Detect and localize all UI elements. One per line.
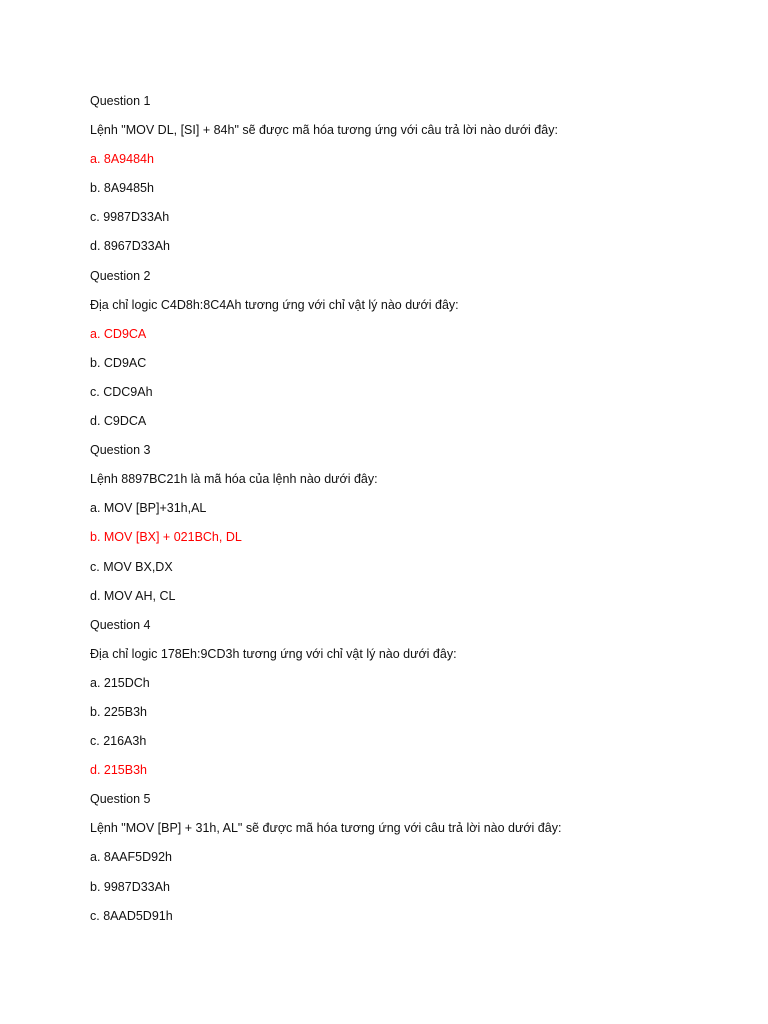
- question-block: [90, 442, 730, 617]
- answer-option: b. MOV [BX] + 021BCh, DL: [90, 530, 242, 545]
- question-title: Question 1: [90, 94, 151, 108]
- answer-option: b. 8A9485h: [90, 181, 154, 196]
- question-text: Địa chỉ logic C4D8h:8C4Ah tương ứng với chỉ vật lý nào dưới đây:: [90, 297, 459, 312]
- question-title: Question 2: [90, 268, 151, 283]
- question-block: [90, 791, 730, 936]
- answer-option: d. 8967D33Ah: [90, 239, 170, 254]
- question-block: [90, 268, 730, 443]
- answer-option: a. MOV [BP]+31h,AL: [90, 501, 207, 516]
- answer-option: c. 216A3h: [90, 734, 147, 749]
- answer-option: a. 8AAF5D92h: [90, 850, 172, 865]
- question-block: [90, 93, 730, 268]
- question-text: Lệnh 8897BC21h là mã hóa của lệnh nào dưới đây:: [90, 472, 378, 487]
- question-text: Địa chỉ logic 178Eh:9CD3h tương ứng với chỉ vật lý nào dưới đây:: [90, 646, 457, 661]
- answer-option: b. 9987D33Ah: [90, 879, 170, 894]
- question-block: [90, 617, 730, 792]
- answer-option: b. CD9AC: [90, 355, 147, 370]
- document-body: [90, 93, 730, 937]
- answer-option: c. 9987D33Ah: [90, 210, 170, 225]
- question-text: Lệnh "MOV [BP] + 31h, AL" sẽ được mã hóa tương ứng với câu trả lời nào dưới đây:: [90, 821, 562, 836]
- question-text: Lệnh "MOV DL, [SI] + 84h" sẽ được mã hóa tương ứng với câu trả lời nào dưới đây:: [90, 123, 558, 138]
- answer-option: c. 8AAD5D91h: [90, 908, 173, 923]
- answer-option: c. CDC9Ah: [90, 384, 153, 399]
- answer-option: d. C9DCA: [90, 414, 147, 429]
- answer-option: a. 215DCh: [90, 675, 150, 690]
- question-title: Question 3: [90, 443, 151, 458]
- answer-option: a. 8A9484h: [90, 152, 154, 167]
- answer-option: b. 225B3h: [90, 704, 147, 719]
- answer-option: d. MOV AH, CL: [90, 588, 176, 603]
- answer-option: d. 215B3h: [90, 763, 147, 778]
- question-title: Question 5: [90, 792, 151, 807]
- question-title: Question 4: [90, 617, 151, 632]
- answer-option: c. MOV BX,DX: [90, 559, 173, 574]
- answer-option: a. CD9CA: [90, 326, 147, 341]
